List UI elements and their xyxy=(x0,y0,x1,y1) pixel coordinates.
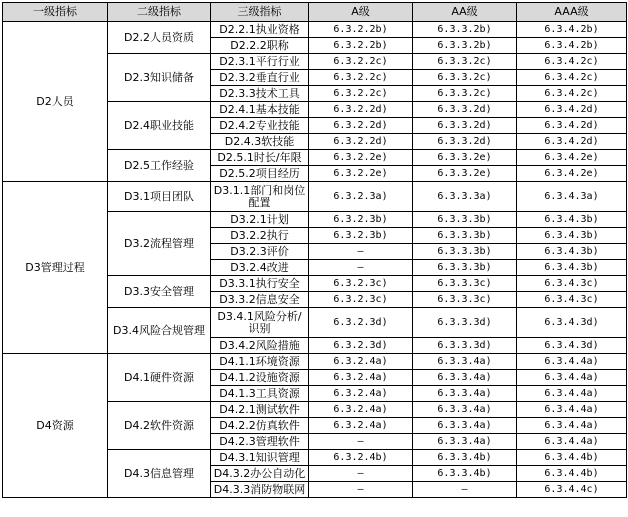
header-level1: 一级指标 xyxy=(3,3,108,22)
grade-a-ref: 6.3.2.2c) xyxy=(309,70,413,86)
grade-aa-ref: 6.3.3.3b) xyxy=(413,260,517,276)
level2-indicator: D4.2软件资源 xyxy=(108,402,211,450)
grade-a-ref: 6.3.2.4a) xyxy=(309,386,413,402)
grade-a-ref: 6.3.2.2e) xyxy=(309,166,413,182)
grade-aaa-ref: 6.3.4.3d) xyxy=(517,338,627,354)
grade-a-ref: 6.3.2.2d) xyxy=(309,134,413,150)
grade-aa-ref: 6.3.3.2e) xyxy=(413,150,517,166)
grade-a-ref: 6.3.2.3a) xyxy=(309,182,413,212)
header-level2: 二级指标 xyxy=(108,3,211,22)
grade-aaa-ref: 6.3.4.4b) xyxy=(517,466,627,482)
level3-indicator: D4.3.1知识管理 xyxy=(211,450,309,466)
grade-aa-ref: 6.3.3.4b) xyxy=(413,466,517,482)
level3-indicator: D2.3.2垂直行业 xyxy=(211,70,309,86)
grade-aaa-ref: 6.3.4.2c) xyxy=(517,54,627,70)
grade-aa-ref: 6.3.3.2c) xyxy=(413,70,517,86)
grade-aaa-ref: 6.3.4.4a) xyxy=(517,418,627,434)
grade-aa-ref: 6.3.3.2b) xyxy=(413,38,517,54)
grade-aaa-ref: 6.3.4.4b) xyxy=(517,450,627,466)
table-row xyxy=(3,182,627,212)
grade-aa-ref: 6.3.3.2d) xyxy=(413,102,517,118)
grade-a-ref: — xyxy=(309,466,413,482)
level3-indicator: D4.2.2仿真软件 xyxy=(211,418,309,434)
level3-indicator: D2.5.2项目经历 xyxy=(211,166,309,182)
level2-indicator: D2.2人员资质 xyxy=(108,22,211,54)
level3-indicator: D2.4.1基本技能 xyxy=(211,102,309,118)
level1-indicator: D3管理过程 xyxy=(3,182,108,354)
header-aa: AA级 xyxy=(413,3,517,22)
grade-aa-ref: 6.3.3.2d) xyxy=(413,118,517,134)
header-row xyxy=(3,3,627,22)
grade-aaa-ref: 6.3.4.4a) xyxy=(517,434,627,450)
level2-indicator: D3.3安全管理 xyxy=(108,276,211,308)
grade-aaa-ref: 6.3.4.2c) xyxy=(517,70,627,86)
grade-a-ref: 6.3.2.4a) xyxy=(309,370,413,386)
grade-aaa-ref: 6.3.4.3c) xyxy=(517,276,627,292)
level1-indicator: D4资源 xyxy=(3,354,108,498)
level3-indicator: D2.3.3技术工具 xyxy=(211,86,309,102)
level2-indicator: D2.3知识储备 xyxy=(108,54,211,102)
grade-aa-ref: 6.3.3.4a) xyxy=(413,354,517,370)
level3-indicator: D3.3.1执行安全 xyxy=(211,276,309,292)
level3-indicator: D4.1.3工具资源 xyxy=(211,386,309,402)
level3-indicator: D4.2.1测试软件 xyxy=(211,402,309,418)
grade-aa-ref: 6.3.3.4a) xyxy=(413,434,517,450)
level3-indicator: D3.2.1计划 xyxy=(211,212,309,228)
grade-aa-ref: 6.3.3.4a) xyxy=(413,370,517,386)
grade-aa-ref: — xyxy=(413,482,517,498)
level2-indicator: D2.5工作经验 xyxy=(108,150,211,182)
grade-aa-ref: 6.3.3.4b) xyxy=(413,450,517,466)
grade-aaa-ref: 6.3.4.2b) xyxy=(517,22,627,38)
grade-aa-ref: 6.3.3.3b) xyxy=(413,212,517,228)
grade-aaa-ref: 6.3.4.3b) xyxy=(517,228,627,244)
level3-indicator: D3.2.3评价 xyxy=(211,244,309,260)
grade-aaa-ref: 6.3.4.4a) xyxy=(517,370,627,386)
grade-a-ref: 6.3.2.4b) xyxy=(309,450,413,466)
grade-aa-ref: 6.3.3.3c) xyxy=(413,292,517,308)
grade-aa-ref: 6.3.3.3d) xyxy=(413,308,517,338)
grade-a-ref: — xyxy=(309,244,413,260)
grade-a-ref: 6.3.2.3b) xyxy=(309,228,413,244)
grade-aa-ref: 6.3.3.2e) xyxy=(413,166,517,182)
grade-aa-ref: 6.3.3.2c) xyxy=(413,86,517,102)
grade-aaa-ref: 6.3.4.2d) xyxy=(517,118,627,134)
table-row xyxy=(3,22,627,38)
grade-aaa-ref: 6.3.4.2d) xyxy=(517,102,627,118)
grade-a-ref: 6.3.2.2b) xyxy=(309,22,413,38)
grade-a-ref: — xyxy=(309,482,413,498)
grade-a-ref: — xyxy=(309,434,413,450)
level3-indicator: D2.4.3软技能 xyxy=(211,134,309,150)
grade-a-ref: 6.3.2.3d) xyxy=(309,308,413,338)
indicator-table xyxy=(2,2,627,498)
grade-aaa-ref: 6.3.4.2c) xyxy=(517,86,627,102)
table-row xyxy=(3,354,627,370)
grade-aaa-ref: 6.3.4.4a) xyxy=(517,386,627,402)
level2-indicator: D3.4风险合规管理 xyxy=(108,308,211,354)
level3-indicator: D4.3.3消防物联网 xyxy=(211,482,309,498)
grade-a-ref: 6.3.2.3c) xyxy=(309,292,413,308)
grade-aa-ref: 6.3.3.3a) xyxy=(413,182,517,212)
grade-aa-ref: 6.3.3.2c) xyxy=(413,54,517,70)
level3-indicator: D2.5.1时长/年限 xyxy=(211,150,309,166)
grade-aaa-ref: 6.3.4.2d) xyxy=(517,134,627,150)
grade-aa-ref: 6.3.3.3b) xyxy=(413,228,517,244)
level2-indicator: D3.2流程管理 xyxy=(108,212,211,276)
grade-aa-ref: 6.3.3.4a) xyxy=(413,418,517,434)
grade-aa-ref: 6.3.3.3c) xyxy=(413,276,517,292)
level3-indicator: D3.3.2信息安全 xyxy=(211,292,309,308)
level3-indicator: D4.1.2设施资源 xyxy=(211,370,309,386)
grade-aa-ref: 6.3.3.4a) xyxy=(413,402,517,418)
grade-a-ref: 6.3.2.4a) xyxy=(309,402,413,418)
grade-a-ref: 6.3.2.4a) xyxy=(309,354,413,370)
level3-indicator: D2.4.2专业技能 xyxy=(211,118,309,134)
level3-indicator: D2.2.2职称 xyxy=(211,38,309,54)
grade-aaa-ref: 6.3.4.3a) xyxy=(517,182,627,212)
level3-indicator: D3.2.2执行 xyxy=(211,228,309,244)
level1-indicator: D2人员 xyxy=(3,22,108,182)
header-a: A级 xyxy=(309,3,413,22)
grade-aa-ref: 6.3.3.4a) xyxy=(413,386,517,402)
grade-aa-ref: 6.3.3.2b) xyxy=(413,22,517,38)
grade-aaa-ref: 6.3.4.2e) xyxy=(517,166,627,182)
grade-aaa-ref: 6.3.4.3b) xyxy=(517,212,627,228)
level2-indicator: D3.1项目团队 xyxy=(108,182,211,212)
level2-indicator: D4.1硬件资源 xyxy=(108,354,211,402)
table-body xyxy=(3,22,627,498)
grade-a-ref: 6.3.2.2d) xyxy=(309,118,413,134)
grade-a-ref: 6.3.2.2c) xyxy=(309,54,413,70)
grade-aa-ref: 6.3.3.3b) xyxy=(413,244,517,260)
grade-aaa-ref: 6.3.4.4a) xyxy=(517,402,627,418)
grade-aaa-ref: 6.3.4.3b) xyxy=(517,260,627,276)
grade-a-ref: 6.3.2.2b) xyxy=(309,38,413,54)
grade-aaa-ref: 6.3.4.3b) xyxy=(517,244,627,260)
grade-a-ref: 6.3.2.4a) xyxy=(309,418,413,434)
grade-a-ref: — xyxy=(309,260,413,276)
grade-a-ref: 6.3.2.2e) xyxy=(309,150,413,166)
grade-a-ref: 6.3.2.2c) xyxy=(309,86,413,102)
level3-indicator: D4.2.3管理软件 xyxy=(211,434,309,450)
level3-indicator: D3.2.4改进 xyxy=(211,260,309,276)
grade-aaa-ref: 6.3.4.3c) xyxy=(517,292,627,308)
level3-indicator: D3.4.1风险分析/识别 xyxy=(211,308,309,338)
grade-aa-ref: 6.3.3.2d) xyxy=(413,134,517,150)
header-aaa: AAA级 xyxy=(517,3,627,22)
grade-aa-ref: 6.3.3.3d) xyxy=(413,338,517,354)
grade-aaa-ref: 6.3.4.3d) xyxy=(517,308,627,338)
level3-indicator: D2.3.1平行行业 xyxy=(211,54,309,70)
level2-indicator: D4.3信息管理 xyxy=(108,450,211,498)
level3-indicator: D3.1.1部门和岗位配置 xyxy=(211,182,309,212)
grade-aaa-ref: 6.3.4.2b) xyxy=(517,38,627,54)
grade-a-ref: 6.3.2.2d) xyxy=(309,102,413,118)
grade-a-ref: 6.3.2.3b) xyxy=(309,212,413,228)
grade-aaa-ref: 6.3.4.4a) xyxy=(517,354,627,370)
level3-indicator: D4.1.1环境资源 xyxy=(211,354,309,370)
level2-indicator: D2.4职业技能 xyxy=(108,102,211,150)
level3-indicator: D3.4.2风险措施 xyxy=(211,338,309,354)
grade-a-ref: 6.3.2.3c) xyxy=(309,276,413,292)
grade-aaa-ref: 6.3.4.4c) xyxy=(517,482,627,498)
grade-aaa-ref: 6.3.4.2e) xyxy=(517,150,627,166)
grade-a-ref: 6.3.2.3d) xyxy=(309,338,413,354)
level3-indicator: D2.2.1执业资格 xyxy=(211,22,309,38)
header-level3: 三级指标 xyxy=(211,3,309,22)
level3-indicator: D4.3.2办公自动化 xyxy=(211,466,309,482)
